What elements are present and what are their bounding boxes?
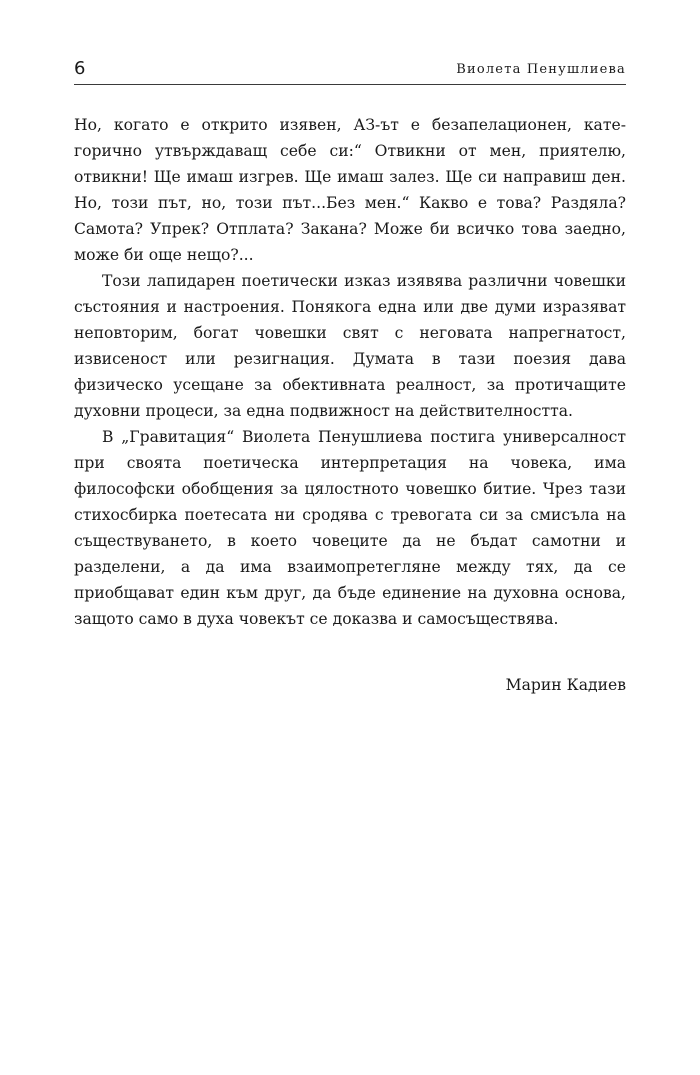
author-signature: Марин Кадиев bbox=[505, 676, 626, 694]
header-rule bbox=[74, 84, 626, 85]
running-head-author: Виолета Пенушлиева bbox=[456, 62, 626, 77]
paragraph-2: Този лапидарен поетически изказ изявява различни човешки състояния и настроения. Понякога една или две думи изразяват неповторим, богат човешки свят с неговата напрегнатост, извисеност или резигнация. Думата в тази поезия дава физическо усещане за обективната реалност, за протичащите духовни процеси, за една подвижност на действителността. bbox=[74, 272, 626, 420]
paragraph-3: В „Гравитация“ Виолета Пенушлиева постига универсалност при своята поетическа интерпретация на човека, има философски обобщения за цялостното човешко битие. Чрез тази стихосбирка поетесата ни сродява с тревогата си за смисъла на съществуването, в което човеците да не бъдат самотни и разделени, а да има взаимопретегляне между тях, да се приобщават един към друг, да бъде единение на духовна основа, защото само в духа човекът се доказва и самосъществява. bbox=[74, 428, 626, 628]
page-header bbox=[74, 56, 626, 86]
paragraph-1: Но, когато е открито изявен, АЗ-ът е безапелационен, категорично утвърждаващ себе си:“ Отвикни от мен, приятелю, отвикни! Ще имаш изгрев. Ще имаш залез. Ще си направиш ден. Но, този път, но, този път...Без мен.“ Какво е това? Раздяла? Самота? Упрек? Отплата? Закана? Може би всичко това заедно, може би още нещо?... bbox=[74, 116, 626, 264]
body-text bbox=[74, 112, 626, 632]
page-number: 6 bbox=[74, 58, 86, 79]
